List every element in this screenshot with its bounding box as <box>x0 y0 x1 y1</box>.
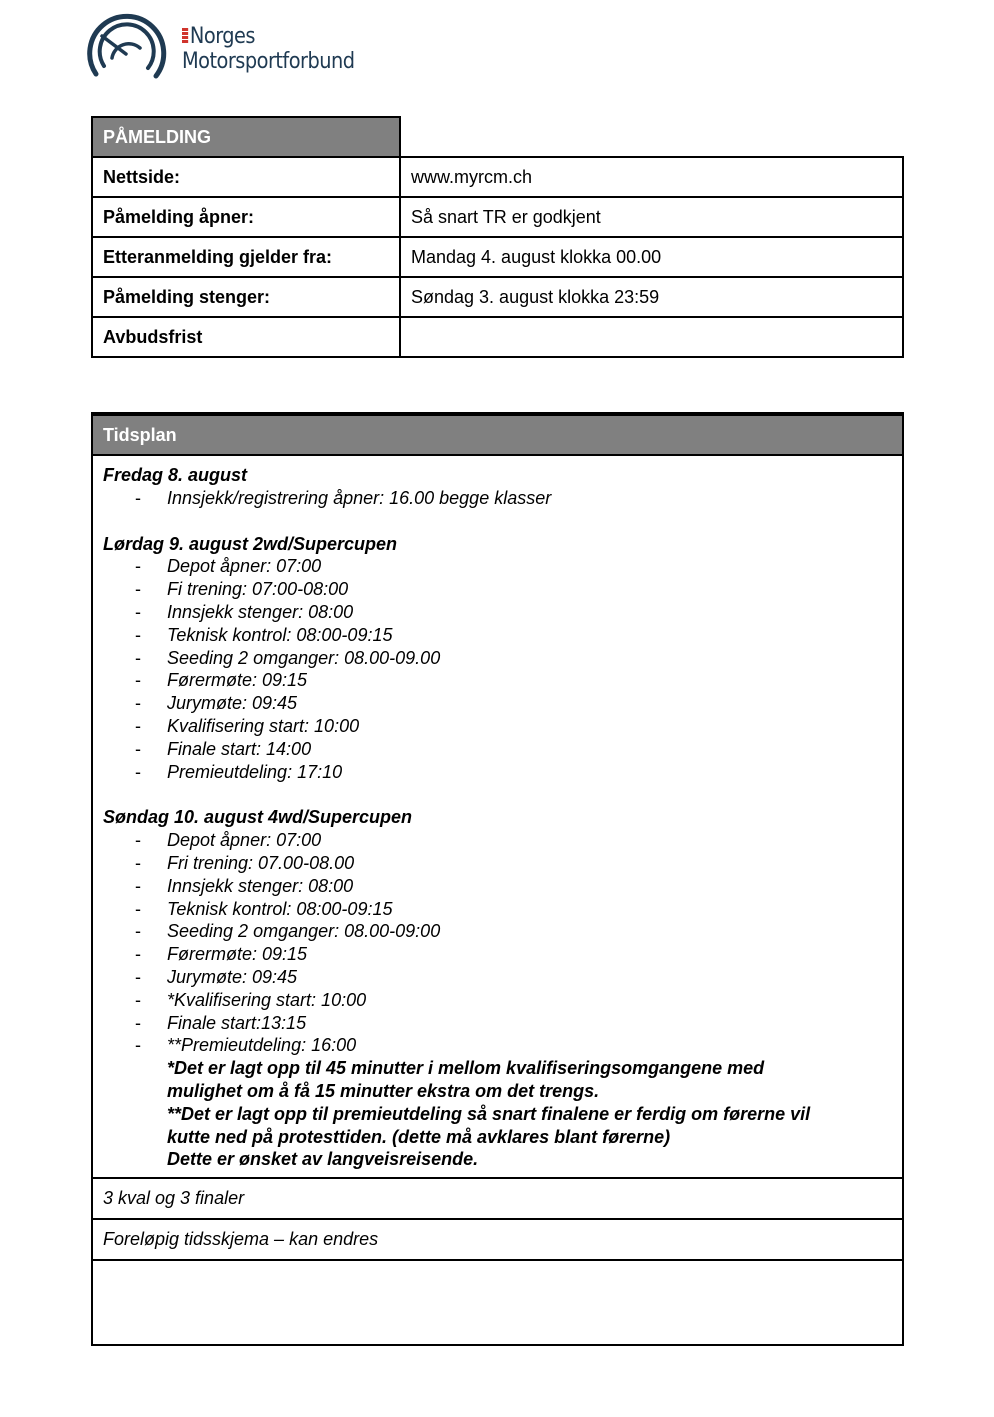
speedometer-logo-icon <box>82 8 168 86</box>
schedule-note: mulighet om å få 15 minutter ekstra om det trengs. <box>167 1080 600 1101</box>
table-row <box>92 277 903 317</box>
row-value: Søndag 3. august klokka 23:59 <box>400 277 903 317</box>
list-item: - Innsjekk/registrering åpner: 16.00 begge klasser <box>103 487 892 510</box>
schedule-note: **Det er lagt opp til premieutdeling så snart finalene er ferdig om førerne vil <box>167 1103 811 1124</box>
table-row <box>92 237 903 277</box>
day-title: Fredag 8. august <box>103 465 248 485</box>
list-item: - Seeding 2 omganger: 08.00-09.00 <box>103 647 892 670</box>
list-item: - **Premieutdeling: 16:00 <box>103 1034 892 1057</box>
row-value <box>400 317 903 357</box>
row-value: www.myrcm.ch <box>400 157 903 197</box>
row-label: Etteranmelding gjelder fra: <box>92 237 400 277</box>
list-item: - *Kvalifisering start: 10:00 <box>103 989 892 1012</box>
schedule-note: kutte ned på protesttiden. (dette må avklares blant førerne) <box>167 1126 671 1147</box>
row-label: Påmelding åpner: <box>92 197 400 237</box>
list-item: - Teknisk kontrol: 08:00-09:15 <box>103 624 892 647</box>
list-item: - Teknisk kontrol: 08:00-09:15 <box>103 898 892 921</box>
list-item: - Innsjekk stenger: 08:00 <box>103 875 892 898</box>
list-item: - Jurymøte: 09:45 <box>103 966 892 989</box>
list-item: - Fi trening: 07:00-08:00 <box>103 578 892 601</box>
list-item: - Fri trening: 07.00-08.00 <box>103 852 892 875</box>
row-label: Avbudsfrist <box>92 317 400 357</box>
row-value: Så snart TR er godkjent <box>400 197 903 237</box>
row-value: Mandag 4. august klokka 00.00 <box>400 237 903 277</box>
list-item: - Jurymøte: 09:45 <box>103 692 892 715</box>
logo-line-2: Motorsportforbund <box>182 49 355 74</box>
footer-row: 3 kval og 3 finaler <box>93 1177 902 1218</box>
day-title: Søndag 10. august 4wd/Supercupen <box>103 807 413 828</box>
list-item: - Depot åpner: 07:00 <box>103 555 892 578</box>
table-row <box>92 317 903 357</box>
list-item: - Finale start: 14:00 <box>103 738 892 761</box>
list-item: - Kvalifisering start: 10:00 <box>103 715 892 738</box>
list-item: - Førermøte: 09:15 <box>103 943 892 966</box>
day-title: Lørdag 9. august 2wd/Supercupen <box>103 533 398 554</box>
list-item: - Depot åpner: 07:00 <box>103 829 892 852</box>
footer-row: Foreløpig tidsskjema – kan endres <box>93 1218 902 1259</box>
nmf-logo <box>82 8 382 88</box>
registration-table <box>91 116 904 358</box>
list-item: - Seeding 2 omganger: 08.00-09:00 <box>103 920 892 943</box>
registration-header: PÅMELDING <box>92 117 400 157</box>
schedule-header: Tidsplan <box>93 414 902 456</box>
list-item: - Premieutdeling: 17:10 <box>103 761 892 784</box>
schedule-note: *Det er lagt opp til 45 minutter i mellom kvalifiseringsomgangene med <box>167 1058 765 1079</box>
row-label: Påmelding stenger: <box>92 277 400 317</box>
schedule-body <box>93 456 902 1177</box>
schedule-table <box>91 412 904 1346</box>
table-row <box>92 197 903 237</box>
list-item: - Finale start:13:15 <box>103 1012 892 1035</box>
logo-line-1: Norges <box>189 24 255 49</box>
flag-mark-icon <box>182 28 188 44</box>
list-item: - Innsjekk stenger: 08:00 <box>103 601 892 624</box>
schedule-note: Dette er ønsket av langveisreisende. <box>167 1149 479 1170</box>
table-row <box>92 157 903 197</box>
row-label: Nettside: <box>92 157 400 197</box>
blank-row <box>93 1259 902 1344</box>
list-item: - Førermøte: 09:15 <box>103 669 892 692</box>
